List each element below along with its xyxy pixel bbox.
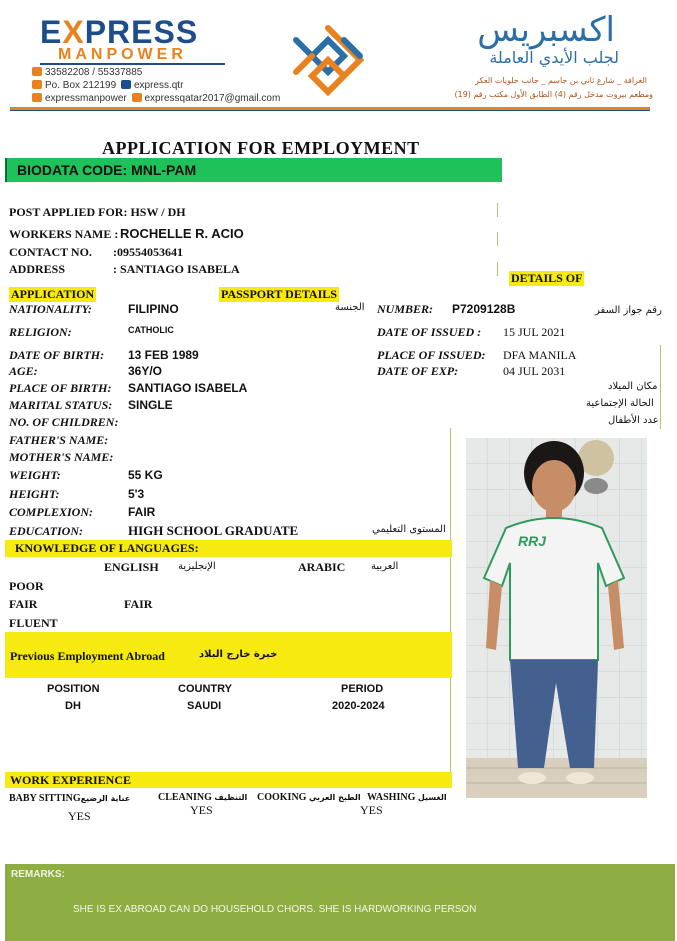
washing-value: YES [360,803,383,817]
workers-name: ROCHELLE R. ACIO [120,226,244,241]
mailbox-icon [32,80,42,89]
employment-country: SAUDI [187,700,222,712]
passport-number-arabic: رقم جواز السفر [595,305,662,316]
religion-value: CATHOLIC [128,325,174,335]
employment-heading-bar [5,632,452,678]
education-label: EDUCATION: [9,524,84,538]
form-title: APPLICATION FOR EMPLOYMENT [102,138,420,158]
weight-label: WEIGHT: [9,468,61,482]
col-period: PERIOD [341,683,384,695]
guide-line [497,203,498,217]
height-value: 5'3 [128,487,145,501]
guide-line [497,262,498,276]
post-applied: POST APPLIED FOR: HSW / DH [9,205,186,219]
nationality-label: NATIONALITY: [9,302,92,316]
pob-arabic: مكان الميلاد [608,381,658,392]
header-divider-thin [10,110,650,111]
workers-name-label: WORKERS NAME : [9,227,119,241]
age-value: 36Y/O [128,364,163,378]
dob-label: DATE OF BIRTH: [9,348,105,362]
complexion-label: COMPLEXION: [9,505,94,519]
expiry-label: DATE OF EXP: [377,364,459,378]
shirt-logo-text: RRJ [518,533,547,549]
religion-label: RELIGION: [9,325,72,339]
weight-value: 55 KG [128,468,163,482]
children-arabic: عدد الأطفال [608,415,659,426]
arabic-logo-subtitle: لجلب الأيدي العاملة [489,48,619,67]
instagram-icon [32,93,42,102]
babysitting-label: BABY SITTINGعناية الرضيع [9,793,131,804]
guide-line [450,428,451,788]
phone-line: 33582208 / 55337885 [32,67,142,78]
social-line: expressmanpower expressqatar2017@gmail.com [32,93,280,104]
company-header [0,0,677,112]
washing-label: WASHING الغسيل [367,792,447,803]
education-value: HIGH SCHOOL GRADUATE [128,523,299,538]
fair-label: FAIR [9,597,38,611]
cleaning-value: YES [190,803,213,817]
col-position: POSITION [47,683,100,695]
contact-label: CONTACT NO. [9,245,92,259]
cleaning-label: CLEANING التنظيف [158,792,248,803]
employment-period: 2020-2024 [332,700,385,712]
phone-icon [32,67,42,76]
employment-heading: Previous Employment Abroad [10,649,165,663]
place-issued-value: DFA MANILA [503,348,577,362]
express-logo-text: EXPRESS [40,14,199,50]
employment-position: DH [65,700,81,712]
pob-label: PLACE OF BIRTH: [9,381,112,395]
passport-number-label: NUMBER: [377,302,434,316]
address-value: : SANTIAGO ISABELA [113,262,240,276]
manpower-logo-text: MANPOWER [58,46,187,63]
col-country: COUNTRY [178,683,232,695]
dob-value: 13 FEB 1989 [128,348,199,362]
passport-number: P7209128B [452,302,516,316]
expiry-value: 04 JUL 2031 [503,364,566,378]
pob-value: SANTIAGO ISABELA [128,381,248,395]
english-label: ENGLISH [104,560,159,574]
arabic-address-2: ومطعم بيروت مدخل رقم (4) الطابق الأول مكتب رقم (19) [454,90,653,99]
mother-label: MOTHER'S NAME: [9,450,114,464]
children-label: NO. OF CHILDREN: [9,415,119,429]
passport-details-heading: PASSPORT DETAILS [221,287,337,301]
place-issued-label: PLACE OF ISSUED: [377,348,486,362]
remarks-label: REMARKS: [11,869,65,880]
age-label: AGE: [9,364,38,378]
marital-value: SINGLE [128,398,173,412]
arabic-label: ARABIC [298,560,346,574]
marital-label: MARITAL STATUS: [9,398,113,412]
height-label: HEIGHT: [9,487,60,501]
employment-heading-arabic: خبرة خارج البلاد [199,649,278,660]
arabic-arabic: العربية [371,561,399,572]
education-arabic: المستوى التعليمي [372,524,446,535]
remarks-text: SHE IS EX ABROAD CAN DO HOUSEHOLD CHORS. SHE IS HARDWORKING PERSON [73,904,477,915]
arabic-logo-text: اكسبريس [477,10,615,50]
knot-emblem-icon [288,20,368,98]
english-arabic: الإنجليزية [178,561,216,572]
cooking-label: COOKING الطبخ العربي [257,792,361,803]
logo-underline [40,63,225,65]
guide-line [497,232,498,246]
english-level-value: FAIR [124,597,153,611]
issued-date-value: 15 JUL 2021 [503,325,566,339]
nationality-arabic: الجنسة [335,302,365,313]
poor-label: POOR [9,579,44,593]
remarks-panel [5,864,675,941]
work-heading: WORK EXPERIENCE [10,773,132,787]
nationality-value: FILIPINO [128,302,179,316]
languages-heading-bar [5,540,452,557]
facebook-icon [121,80,131,89]
address-label: ADDRESS [9,262,66,276]
marital-arabic: الحالة الإجتماعية [586,398,654,409]
languages-heading: KNOWLEDGE OF LANGUAGES: [15,541,199,555]
fluent-label: FLUENT [9,616,58,630]
arabic-address-1: الغرافة _ شارع ثاني بن جاسم _ جانب حلويات العكر [475,76,647,85]
guide-line [660,345,661,429]
biodata-code-bar [5,158,502,182]
pobox-line: Po. Box 212199 express.qtr [32,80,183,91]
father-label: FATHER'S NAME: [9,433,109,447]
complexion-value: FAIR [128,505,156,519]
application-heading: APPLICATION [11,287,95,301]
issued-date-label: DATE OF ISSUED : [377,325,482,339]
work-heading-bar [5,772,452,788]
babysitting-value: YES [68,809,91,823]
applicant-photo-illustration [466,438,647,798]
details-of-heading: DETAILS OF [511,271,583,285]
biodata-code: BIODATA CODE: MNL-PAM [17,162,197,178]
contact-value: :09554053641 [113,245,183,259]
email-icon [132,93,142,102]
applicant-photo [466,438,647,798]
